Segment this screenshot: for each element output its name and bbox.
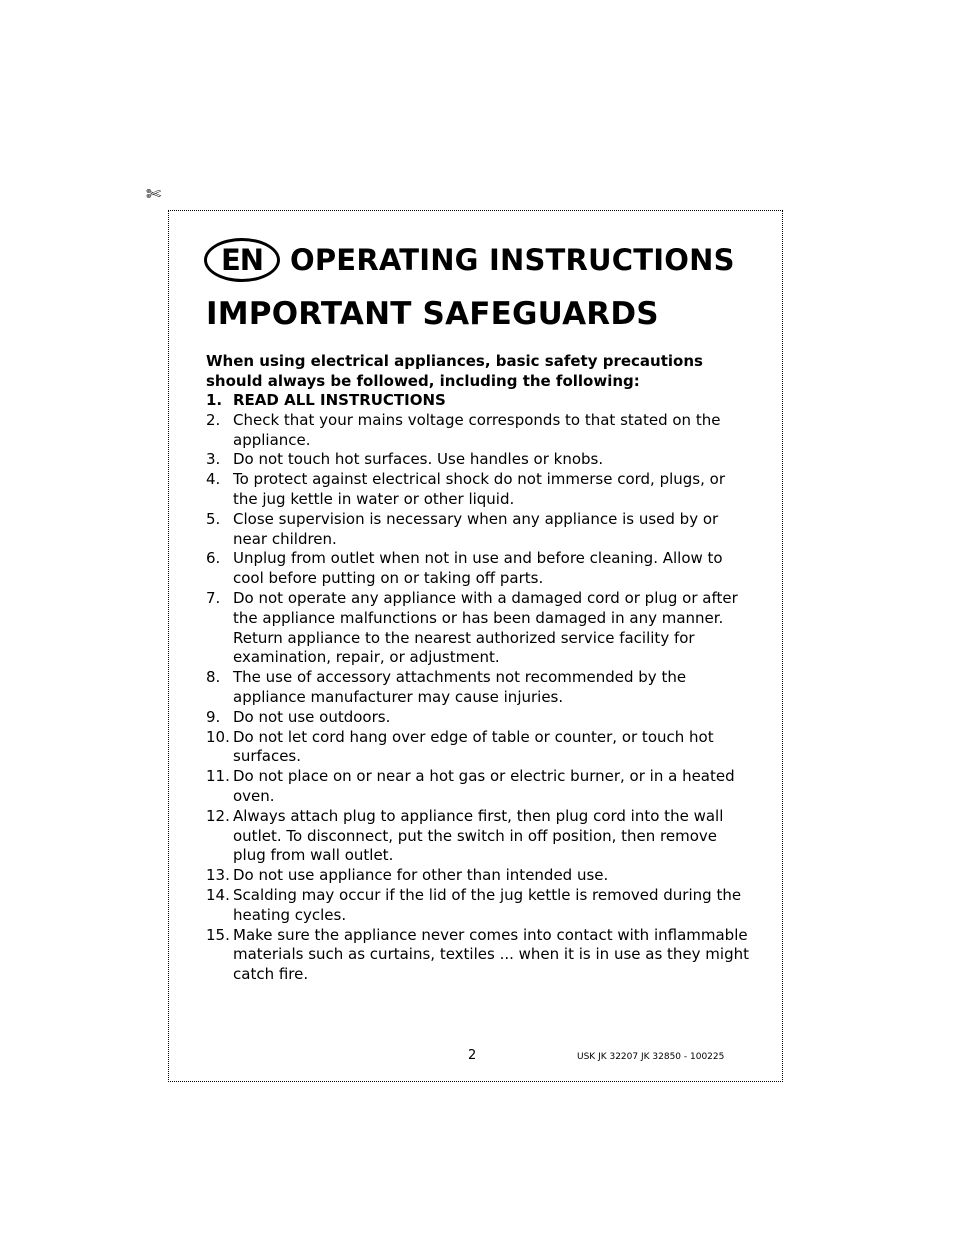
list-item — [206, 510, 751, 550]
list-item-text: To protect against electrical shock do not immerse cord, plugs, or the jug kettle in water or other liquid. — [233, 470, 726, 508]
list-item-text: Always attach plug to appliance first, then plug cord into the wall outlet. To disconnect, put the switch in off position, then remove plug from wall outlet. — [233, 806, 724, 865]
list-item — [206, 549, 751, 589]
list-item-number: 11. — [206, 767, 230, 786]
list-item-text: Do not use appliance for other than intended use. — [233, 866, 609, 885]
list-item-text: Do not let cord hang over edge of table or counter, or touch hot surfaces. — [233, 727, 714, 766]
header-title: OPERATING INSTRUCTIONS — [290, 243, 735, 277]
list-item-text: Do not touch hot surfaces. Use handles or knobs. — [233, 450, 604, 469]
list-item-number: 10. — [206, 727, 230, 746]
list-item-text: Do not operate any appliance with a damaged cord or plug or after the appliance malfunctions or has been damaged in any manner. Return appliance to the nearest authorized service facility for examination, repair, or adjustment. — [233, 588, 738, 667]
intro-text: When using electrical appliances, basic safety precautions should always be followed, including the following: — [206, 352, 703, 390]
list-item-number: 9. — [206, 707, 221, 726]
list-item-text: Make sure the appliance never comes into contact with inflammable materials such as curtains, textiles ... when it is in use as they might catch fire. — [233, 925, 749, 984]
list-item-text: Do not place on or near a hot gas or electric burner, or in a heated oven. — [233, 767, 735, 805]
list-item — [206, 767, 751, 807]
list-item — [206, 886, 751, 926]
list-item — [206, 391, 751, 411]
list-item-number: 4. — [206, 470, 221, 489]
page-title: IMPORTANT SAFEGUARDS — [206, 296, 659, 332]
list-item — [206, 728, 751, 768]
list-item-number: 2. — [206, 410, 221, 429]
document-code: USK JK 32207 JK 32850 - 100225 — [577, 1052, 725, 1062]
list-item-text: Check that your mains voltage corresponds to that stated on the appliance. — [233, 410, 721, 449]
list-item — [206, 450, 751, 470]
list-item-text: READ ALL INSTRUCTIONS — [233, 391, 446, 409]
list-item — [206, 866, 751, 886]
list-item — [206, 668, 751, 708]
list-item-number: 8. — [206, 668, 221, 687]
list-item — [206, 589, 751, 668]
list-item-number: 14. — [206, 885, 230, 904]
list-item-text: Unplug from outlet when not in use and before cleaning. Allow to cool before putting on or taking off parts. — [233, 549, 723, 588]
list-item-number: 1. — [206, 391, 223, 409]
page-number: 2 — [468, 1048, 477, 1063]
list-item — [206, 926, 751, 985]
list-item-text: Do not use outdoors. — [233, 707, 391, 726]
list-item — [206, 411, 751, 451]
list-item-number: 3. — [206, 450, 221, 469]
list-item-text: Scalding may occur if the lid of the jug kettle is removed during the heating cycles. — [233, 885, 742, 924]
list-item-number: 7. — [206, 588, 221, 607]
safeguards-list — [206, 391, 751, 985]
section-header — [204, 236, 735, 284]
list-item-number: 12. — [206, 806, 230, 825]
list-item — [206, 708, 751, 728]
list-item-text: The use of accessory attachments not recommended by the appliance manufacturer may cause injuries. — [233, 668, 687, 706]
language-badge: EN — [204, 238, 280, 282]
list-item — [206, 470, 751, 510]
scissors-icon: ✄ — [146, 184, 162, 205]
list-item — [206, 807, 751, 866]
list-item-number: 6. — [206, 549, 221, 568]
list-item-number: 5. — [206, 509, 221, 528]
list-item-number: 13. — [206, 866, 230, 885]
list-item-text: Close supervision is necessary when any appliance is used by or near children. — [233, 509, 719, 548]
list-item-number: 15. — [206, 925, 230, 944]
